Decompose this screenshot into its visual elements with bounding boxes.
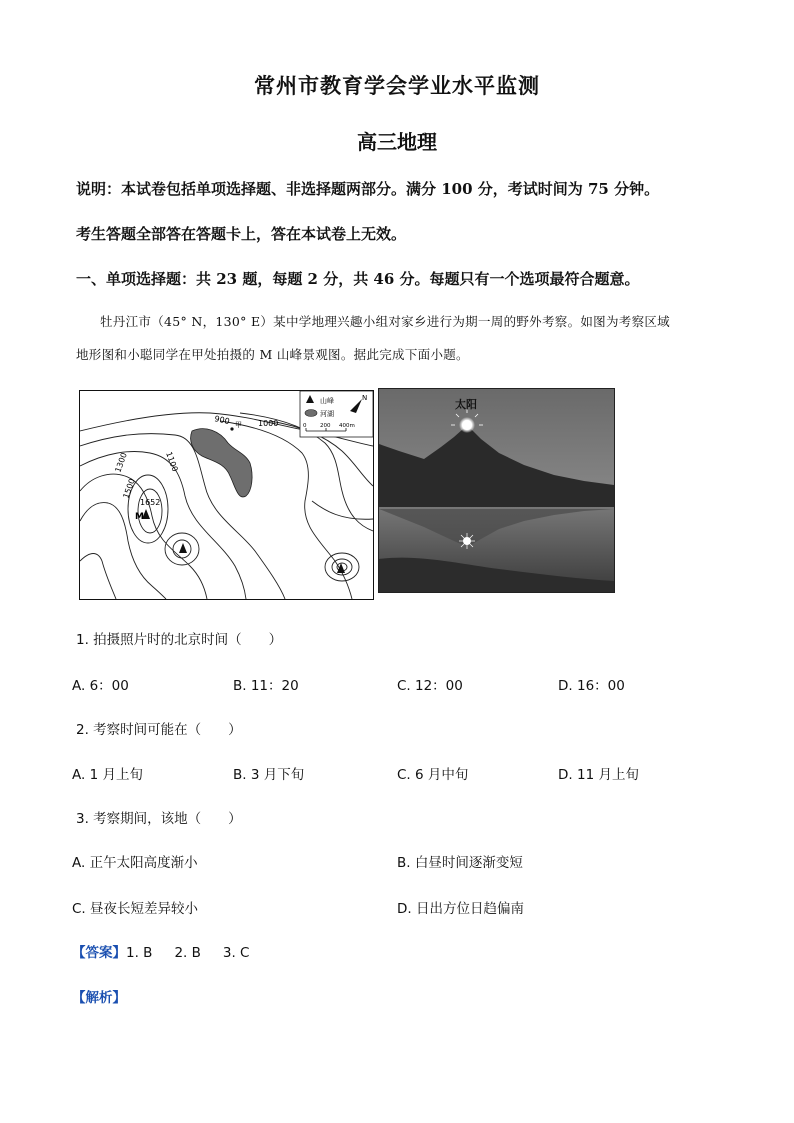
answer-2: 2. B [174, 945, 201, 961]
question-3-option-c[interactable]: C. 昼夜长短差异较小 [72, 901, 199, 917]
north-label: N [362, 394, 368, 402]
question-3-stem: 3. 考察期间，该地（ ） [76, 811, 242, 827]
question-1-option-a[interactable]: A. 6：00 [72, 678, 129, 694]
page-title: 常州市教育学会学业水平监测 [254, 73, 540, 98]
legend-peak-label: 山峰 [320, 397, 334, 405]
question-2-option-a[interactable]: A. 1 月上旬 [72, 767, 143, 783]
question-1-option-b[interactable]: B. 11：20 [233, 678, 299, 694]
legend-lake-label: 河湖 [320, 410, 334, 418]
question-2-stem: 2. 考察时间可能在（ ） [76, 722, 242, 738]
section-heading: 一、单项选择题：共 23 题，每题 2 分，共 46 分。每题只有一个选项最符合题意。 [76, 270, 640, 288]
question-1-option-d[interactable]: D. 16：00 [558, 678, 625, 694]
scale-400-label: 400m [339, 423, 355, 429]
answer-1: 1. B [126, 945, 153, 961]
contour-1300-label: 1300 [113, 451, 129, 474]
peak-m-label: M [135, 512, 144, 522]
contour-900-label: 900 [213, 414, 231, 427]
question-2-option-d[interactable]: D. 11 月上旬 [558, 767, 639, 783]
peak-elevation-label: 1652 [140, 498, 161, 507]
instruction-line-1: 说明：本试卷包括单项选择题、非选择题两部分。满分 100 分，考试时间为 75 分钟。 [76, 180, 660, 198]
question-3-option-a[interactable]: A. 正午太阳高度渐小 [72, 855, 198, 871]
mountain-photo-drawing [379, 389, 614, 592]
answer-tag: 【答案】 [72, 945, 126, 961]
question-3-option-d[interactable]: D. 日出方位日趋偏南 [397, 901, 524, 917]
scale-200-label: 200 [320, 423, 331, 429]
question-2-option-b[interactable]: B. 3 月下旬 [233, 767, 305, 783]
contour-1500-label: 1500 [121, 477, 137, 500]
question-1-stem: 1. 拍摄照片时的北京时间（ ） [76, 632, 283, 648]
contour-1000-label: 1000 [258, 419, 279, 428]
question-2-option-c[interactable]: C. 6 月中旬 [397, 767, 469, 783]
question-1-option-c[interactable]: C. 12：00 [397, 678, 463, 694]
question-3-option-b[interactable]: B. 白昼时间逐渐变短 [397, 855, 523, 871]
analysis-tag: 【解析】 [72, 990, 126, 1006]
sun-label: 太阳 [455, 398, 477, 411]
intro-line-2: 地形图和小聪同学在甲处拍摄的 M 山峰景观图。据此完成下面小题。 [76, 347, 469, 362]
contour-1100-label: 1100 [164, 450, 180, 473]
contour-map [79, 390, 374, 600]
contour-map-drawing [80, 391, 373, 599]
point-jia-label: 甲 [235, 421, 242, 429]
answer-line [72, 941, 249, 961]
scale-0-label: 0 [303, 423, 307, 429]
intro-line-1: 牡丹江市（45° N，130° E）某中学地理兴趣小组对家乡进行为期一周的野外考察。如图为考察区域 [100, 314, 670, 329]
answer-3: 3. C [222, 945, 250, 961]
page-subtitle: 高三地理 [357, 130, 437, 154]
instruction-line-2: 考生答题全部答在答题卡上，答在本试卷上无效。 [76, 225, 407, 243]
mountain-photo [378, 388, 615, 593]
